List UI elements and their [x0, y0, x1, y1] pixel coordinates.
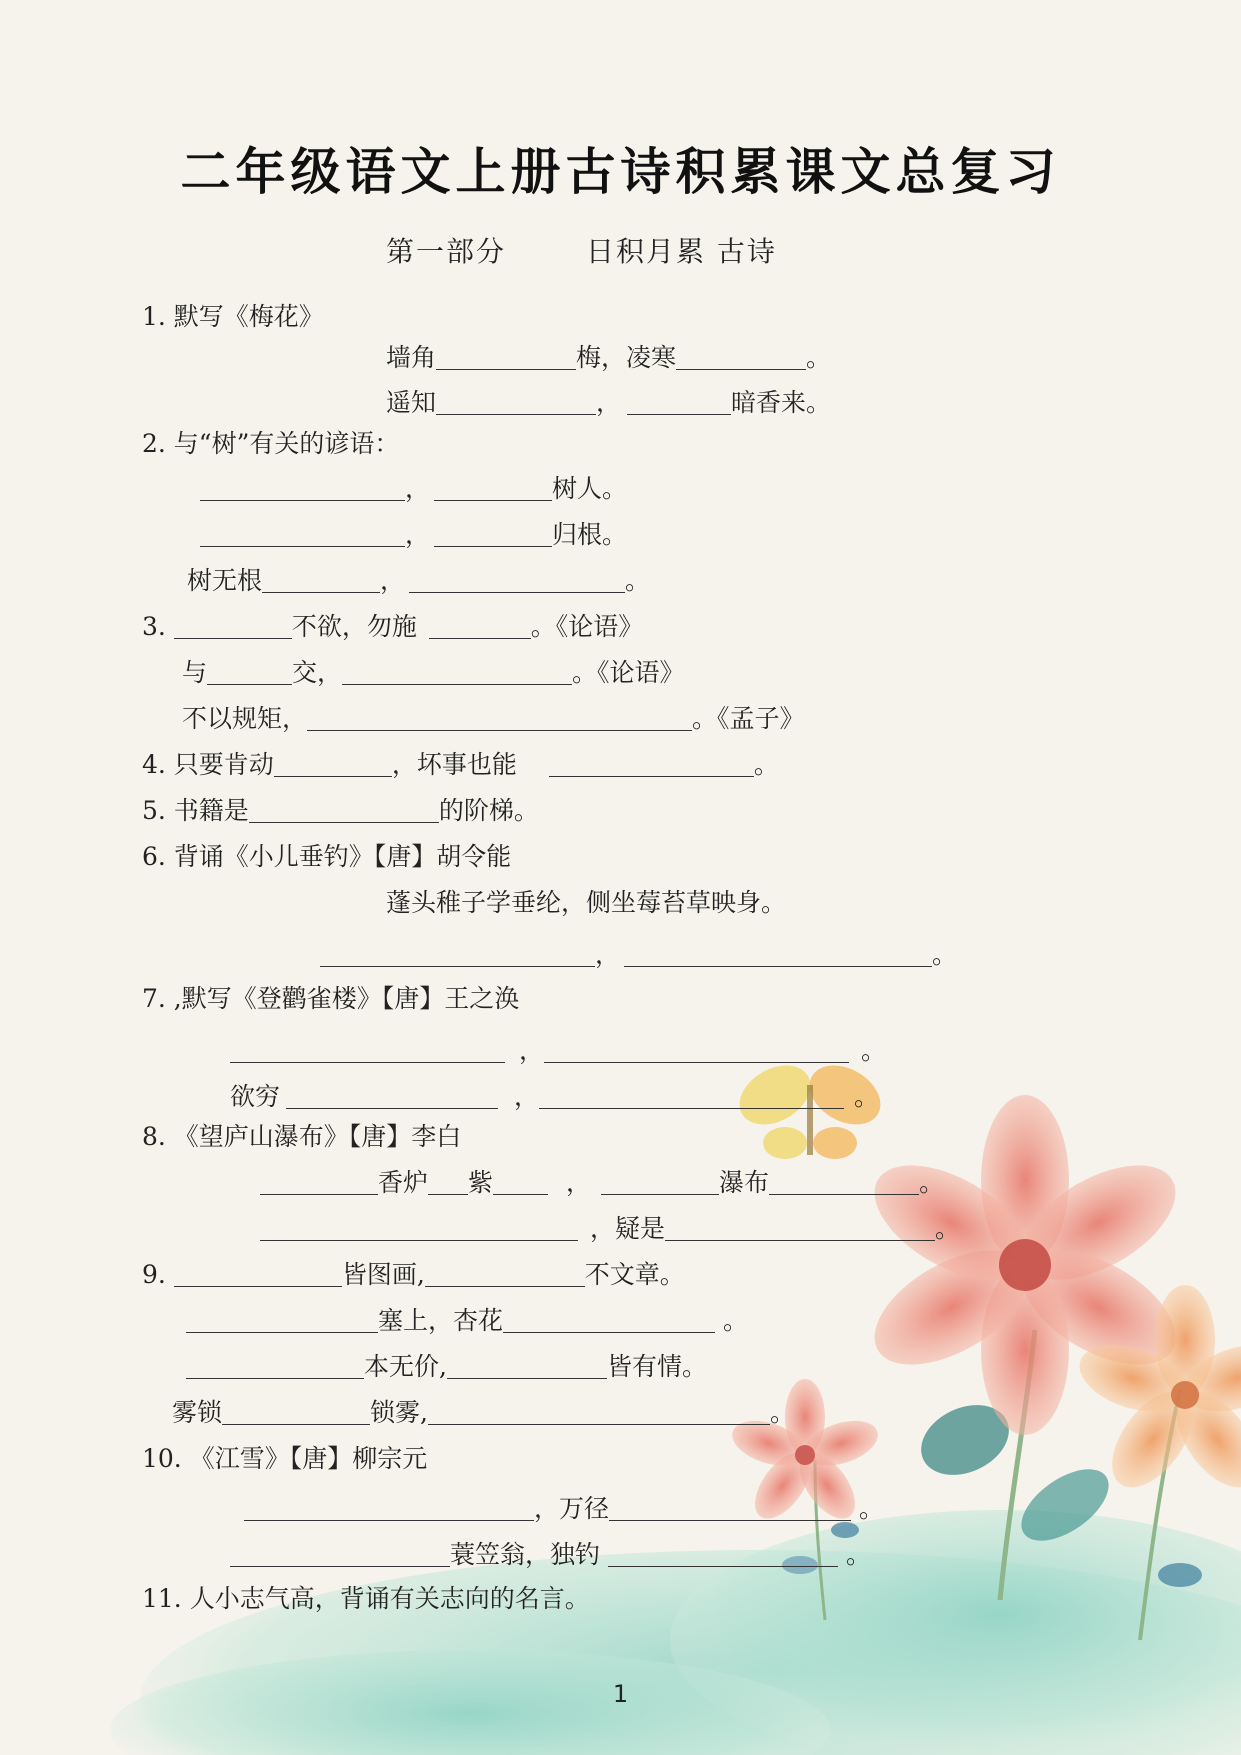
q2-l1-text-b: 树人。 — [552, 474, 628, 503]
q3-l2-text-b: 交， — [292, 658, 343, 687]
q10-l1-text-b: 。 — [859, 1494, 885, 1523]
q6-l2-blank-1[interactable] — [320, 942, 595, 967]
q3-l2-text-a: 与 — [182, 658, 208, 687]
q10-l1-blank-1[interactable] — [244, 1496, 534, 1521]
q2-l3-text-a: 树无根 — [187, 566, 263, 595]
q6-l2-blank-2[interactable] — [624, 942, 932, 967]
q3-l3-text-b: 。《孟子》 — [692, 704, 805, 733]
q1-l1-text-b: 梅，凌寒 — [576, 343, 677, 372]
q11-label: 11. 人小志气高，背诵有关志向的名言。 — [142, 1584, 590, 1613]
q7-l2-blank-2[interactable] — [539, 1084, 844, 1109]
q7-l1-blank-2[interactable] — [544, 1038, 849, 1063]
q8-l1-text-b: 紫 — [468, 1168, 494, 1197]
q9-l3-text-a: 本无价, — [364, 1352, 447, 1381]
q1-l1-blank-2[interactable] — [676, 345, 806, 370]
q3-line-3 — [182, 702, 805, 736]
q8-l1-blank-2[interactable] — [428, 1170, 468, 1195]
section-subtitle — [386, 230, 777, 270]
q9-l4-blank-2[interactable] — [428, 1400, 770, 1425]
q2-l3-text-c: 。 — [625, 566, 651, 595]
q3-l2-blank-1[interactable] — [207, 660, 292, 685]
q4-text-a: 4. 只要肯动 — [142, 750, 274, 779]
q8-l1-text-a: 香炉 — [378, 1168, 429, 1197]
q6-l2-text-a: ， — [595, 940, 621, 969]
q2-l1-blank-2[interactable] — [434, 476, 552, 501]
q10-line-2 — [230, 1538, 871, 1572]
q2-label: 2. 与“树”有关的谚语： — [142, 429, 400, 458]
q2-l3-blank-2[interactable] — [409, 568, 625, 593]
q9-l4-blank-1[interactable] — [222, 1400, 370, 1425]
q9-line-2 — [186, 1304, 748, 1338]
q2-l2-blank-2[interactable] — [434, 522, 552, 547]
q9-l1-text-a: 9. — [142, 1260, 174, 1289]
q7-line-2 — [230, 1080, 879, 1114]
q2-line-2 — [200, 518, 627, 552]
q9-l4-text-c: 。 — [769, 1398, 795, 1427]
q4-blank-1[interactable] — [274, 752, 392, 777]
q8-line-1 — [260, 1166, 944, 1200]
q1-l2-blank-1[interactable] — [436, 390, 596, 415]
q9-line-4 — [172, 1396, 795, 1430]
q9-l1-text-c: 不文章。 — [584, 1260, 685, 1289]
q9-l1-text-b: 皆图画, — [341, 1260, 425, 1289]
q8-line-2 — [260, 1212, 960, 1246]
page-title: 二年级语文上册古诗积累课文总复习 — [180, 143, 1061, 201]
q1-line-1 — [386, 341, 831, 375]
q7-l1-text-b: 。 — [861, 1036, 887, 1065]
q7-l2-blank-1[interactable] — [286, 1084, 498, 1109]
q10-l1-blank-2[interactable] — [609, 1496, 851, 1521]
q3-l2-blank-2[interactable] — [342, 660, 572, 685]
q6-line-2 — [320, 938, 957, 972]
q8-l1-text-c: ， — [566, 1168, 592, 1197]
q1-l1-text-a: 墙角 — [386, 343, 437, 372]
q5-blank-1[interactable] — [249, 798, 439, 823]
q8-label: 8. 《望庐山瀑布》【唐】李白 — [142, 1122, 462, 1151]
q9-l2-text-b: 。 — [723, 1306, 749, 1335]
q8-l1-text-d: 瀑布 — [719, 1168, 770, 1197]
q6-label: 6. 背诵《小儿垂钓》【唐】胡令能 — [142, 842, 512, 871]
q10-l2-blank-1[interactable] — [230, 1542, 450, 1567]
q3-l3-text-a: 不以规矩， — [182, 704, 308, 733]
q3-l1-blank-2[interactable] — [429, 614, 531, 639]
q9-line-1 — [142, 1258, 685, 1292]
q8-l1-blank-3[interactable] — [493, 1170, 548, 1195]
q3-l1-blank-1[interactable] — [174, 614, 292, 639]
q9-l3-blank-1[interactable] — [186, 1354, 364, 1379]
q1-l2-text-c: 暗香来。 — [731, 388, 832, 417]
section-part-label: 第一部分 — [386, 235, 507, 268]
q1-l1-blank-1[interactable] — [436, 345, 576, 370]
q3-line-2 — [182, 656, 685, 690]
q10-l2-text-b: 。 — [846, 1540, 872, 1569]
q3-l1-text-a: 3. — [142, 612, 174, 641]
q10-label: 10. 《江雪》【唐】柳宗元 — [142, 1444, 428, 1473]
q9-l2-text-a: 塞上，杏花 — [378, 1306, 504, 1335]
q3-l1-text-c: 。《论语》 — [530, 612, 644, 641]
q6-line-1: 蓬头稚子学垂纶，侧坐莓苔草映身。 — [386, 888, 787, 917]
q1-l2-text-b: ， — [596, 388, 622, 417]
q9-line-3 — [186, 1350, 707, 1384]
q9-l4-text-a: 雾锁 — [172, 1398, 223, 1427]
q8-l2-text-b: 。 — [935, 1214, 961, 1243]
q4-text-c: 。 — [753, 750, 779, 779]
q2-l2-blank-1[interactable] — [200, 522, 405, 547]
section-topic-label: 日积月累 古诗 — [586, 235, 777, 268]
q9-l2-blank-1[interactable] — [186, 1308, 378, 1333]
q2-l1-text-a: ， — [405, 474, 431, 503]
q10-l2-text-a: 蓑笠翁，独钓 — [450, 1540, 601, 1569]
q2-line-1 — [200, 472, 627, 506]
q1-l1-text-c: 。 — [806, 343, 832, 372]
q8-l1-blank-4[interactable] — [601, 1170, 719, 1195]
q9-l3-text-b: 皆有情。 — [606, 1352, 707, 1381]
q2-l2-text-b: 归根。 — [552, 520, 628, 549]
q1-label: 1. 默写《梅花》 — [142, 302, 324, 331]
q2-l3-text-b: ， — [380, 566, 406, 595]
q6-l2-text-b: 。 — [932, 940, 958, 969]
q3-l3-blank-1[interactable] — [307, 706, 692, 731]
q7-l1-text-a: ， — [519, 1036, 545, 1065]
page-number: 1 — [612, 1680, 629, 1708]
q5-text-a: 5. 书籍是 — [142, 796, 249, 825]
q9-l3-blank-2[interactable] — [447, 1354, 607, 1379]
q4-blank-2[interactable] — [549, 752, 754, 777]
q2-l1-blank-1[interactable] — [200, 476, 405, 501]
q7-l2-text-a: 欲穷 — [230, 1082, 281, 1111]
q8-l1-text-e: 。 — [919, 1168, 945, 1197]
q9-l2-blank-2[interactable] — [503, 1308, 715, 1333]
q2-l3-blank-1[interactable] — [262, 568, 380, 593]
q9-l1-blank-1[interactable] — [174, 1262, 342, 1287]
q8-l1-blank-5[interactable] — [769, 1170, 919, 1195]
q7-l2-text-c: 。 — [854, 1082, 880, 1111]
q8-l2-text-a: ，疑是 — [590, 1214, 666, 1243]
q8-l2-blank-1[interactable] — [260, 1216, 578, 1241]
q2-l2-text-a: ， — [405, 520, 431, 549]
q9-l1-blank-2[interactable] — [425, 1262, 585, 1287]
q5-line — [142, 794, 539, 828]
q7-l1-blank-1[interactable] — [230, 1038, 505, 1063]
q7-label: 7. ,默写《登鹳雀楼》【唐】王之涣 — [142, 984, 520, 1013]
q10-line-1 — [244, 1492, 884, 1526]
q3-l2-text-c: 。《论语》 — [572, 658, 685, 687]
q10-l2-blank-2[interactable] — [608, 1542, 838, 1567]
q3-l1-text-b: 不欲，勿施 — [291, 612, 425, 641]
q5-text-b: 的阶梯。 — [438, 796, 539, 825]
q3-line-1 — [142, 610, 643, 644]
q1-l2-blank-2[interactable] — [627, 390, 731, 415]
q8-l1-blank-1[interactable] — [260, 1170, 378, 1195]
q7-l2-text-b: ， — [514, 1082, 540, 1111]
q2-line-3 — [187, 564, 650, 598]
q4-line — [142, 748, 779, 782]
q1-line-2 — [386, 386, 831, 420]
q8-l2-blank-2[interactable] — [665, 1216, 935, 1241]
q10-l1-text-a: ，万径 — [534, 1494, 610, 1523]
q1-l2-text-a: 遥知 — [386, 388, 437, 417]
q9-l4-text-b: 锁雾, — [370, 1398, 428, 1427]
q7-line-1 — [230, 1034, 886, 1068]
q4-text-b: ，坏事也能 — [391, 750, 517, 779]
